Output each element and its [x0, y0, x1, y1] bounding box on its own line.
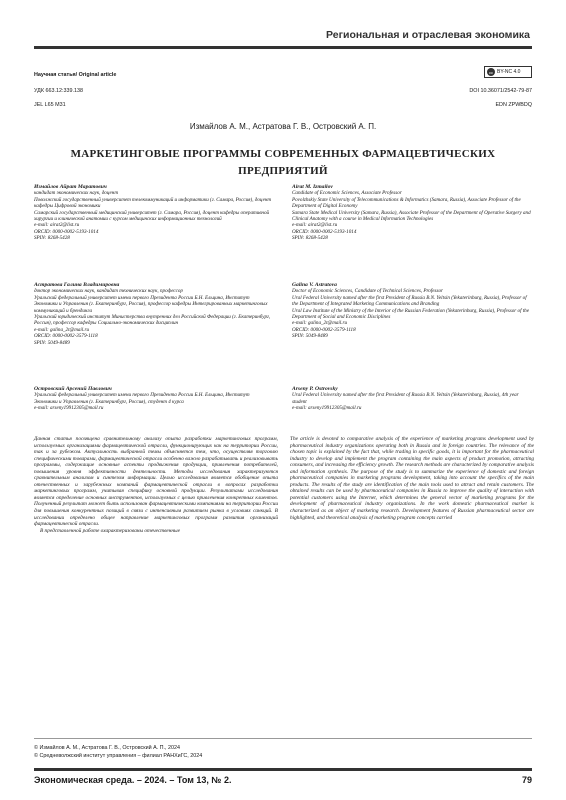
author-line: SPIN: 5049-8489 [34, 339, 70, 346]
udk: УДК 663.12:339.138 [34, 88, 83, 94]
abstract-ru-text: Данная статья посвящена сравнительному анализу опыта разработки маркетинговых программ, используемых организациями фармацевтической отрасли, функционирующих как на территории России, так и за рубежом. Актуальность выбранной темы объясняется тем, что, осуществляя торговлю специфическими товарами, фармацевтической отрасли особенно важно разрабатывать и реализовывать программы, содержащие основные аспекты продвижения продукции, привлечения потребителей, повышения уровня эффективности деятельности. Методы исследования характеризуются сравнительным анализом и синтезом информации. Целью исследования является обобщение опыта отечественных и зарубежных компаний фармацевтической отрасли в вопросах разработки маркетинговых программ, учитывая специфику основной продукции. Результатами исследования является определение основных инструментов, используемых с целью привлечения конкретных клиентов. Полученный результат может быть использован фармацевтическими компаниями на территории России для повышения конкурентных позиций в связи с интенсивным развитием рынка в условиях санкций. В исследовании определено общее направление маркетинговых программ развития организаций фармацевтической отрасли. [34, 436, 278, 528]
author-name: Arseny P. Ostrovsky [292, 386, 338, 392]
article-type: Научная статья/ Original article [34, 72, 117, 78]
abstract-ru-tail: В представленной работе охарактеризованы отечественные [40, 527, 180, 534]
edn: EDN ZPWBDQ [495, 102, 532, 108]
author-name: Измайлов Айрат Маратович [34, 184, 107, 190]
author-line: Ural Federal University named after the first President of Russia B.N. Yeltsin (Yekaterinburg, Russia), Professor of the Department of Integrated Marketing Communications and Branding [292, 294, 527, 308]
journal-issue: Экономическая среда. – 2024. – Том 13, № 2. [34, 775, 232, 785]
jel: JEL L65 M31 [34, 102, 66, 108]
author-line: Samara State Medical University (Samara, Russia), Associate Professor of the Department of Operative Surgery and Clinical Anatomy with a course in Medical Information Technologies [292, 209, 531, 223]
cc-icon: cc [489, 69, 493, 75]
abstract-en-text: The article is devoted to comparative analysis of the experience of marketing programs development used by pharmaceutical industry organizations operating both in Russia and in foreign countries. The relevance of the chosen topic is explained by the fact that, while trading in specific goods, it is important for the pharmaceutical industry to develop and implement the program containing the main aspects of product promotion, attracting consumers, and increasing the efficiency growth. The research methods are characterized by comparative analysis and information synthesis. The purpose of the study is to summarize the experience of domestic and foreign pharmaceutical companies in marketing programs development, taking into account the specifics of the main products. The results of the study are identification of the main tools used to attract and retain customers. The obtained results can be used by pharmaceutical companies in Russia to improve the quality of interaction with potential customers using the Internet, which determines the general vector of marketing programs for the development of pharmaceutical industry organizations. In the work domestic pharmaceutical market is characterized as an object of marketing research. Development features of Russian pharmaceutical sector are highlighted, and theoretical analysis of marketing program concepts carried [290, 436, 534, 521]
cc-license-badge [484, 66, 532, 78]
license-label: BY-NC 4.0 [497, 69, 521, 75]
author-en-3 [292, 386, 532, 412]
author-line: ORCID: 0000-0002-5193-1014 [292, 228, 357, 235]
author-line: Candidate of Economic Sciences, Associate Professor [292, 190, 402, 197]
author-line: Doctor of Economic Sciences, Candidate of Technical Sciences, Professor [292, 288, 443, 295]
doi: DOI 10.36071/2542-79-87 [469, 88, 532, 94]
author-line: Уральский юридический институт Министерства внутренних дел Российской Федерации (г. Екатеринбург, Россия), профессор кафедры Социально-экономических дисциплин [34, 314, 271, 327]
author-name: Островский Арсений Павлович [34, 386, 112, 392]
copyright-institute: © Средневолжский институт управления – филиал РАНХиГС, 2024 [34, 753, 203, 759]
author-line: SPIN: 8268-5428 [34, 235, 70, 242]
author-line: Уральский федеральный университет имени первого Президента России Б.Н. Ельцина, Институт Экономики и Управления (г. Екатеринбург, Россия), профессор кафедры Интегрированных маркетинговых коммуникаций и брендинга [34, 294, 268, 314]
author-line: e-mail: airat2@list.ru [292, 222, 338, 229]
section-title: Региональная и отраслевая экономика [326, 29, 530, 41]
author-ru-3 [34, 386, 274, 412]
abstract-ru [34, 436, 278, 534]
author-line: ORCID: 0000-0002-5193-1014 [34, 228, 99, 235]
author-line: Самарский государственный медицинский университет (г. Самара, Россия), доцент кафедры оперативной хирургии и клинической анатомии с курсом медицинских информационных технологий [34, 209, 270, 223]
article-title: МАРКЕТИНГОВЫЕ ПРОГРАММЫ СОВРЕМЕННЫХ ФАРМАЦЕВТИЧЕСКИХ ПРЕДПРИЯТИЙ [70, 148, 496, 177]
author-line: SPIN: 8268-5428 [292, 235, 328, 242]
author-name: Galina V. Astratova [292, 282, 337, 288]
author-line: кандидат экономических наук, доцент [34, 190, 118, 197]
copyright-block [34, 744, 202, 760]
page-number: 79 [521, 775, 532, 785]
author-ru-1 [34, 184, 274, 242]
author-en-2 [292, 282, 532, 340]
running-footer [34, 768, 532, 787]
author-en-1 [292, 184, 532, 242]
authors-line: Измайлов А. М., Астратова Г. В., Островский А. П. [189, 122, 377, 131]
author-line: Уральский федеральный университет имени первого Президента России Б.Н. Ельцина, Институт Экономики и Управления (г. Екатеринбург, Россия), студент 4 курса [34, 392, 250, 405]
author-line: ORCID: 0000-0002-3579-1118 [292, 326, 356, 333]
author-line: SPIN: 5049-8489 [292, 333, 328, 340]
author-line: e-mail: galina_2t@mail.ru [34, 326, 90, 333]
author-line: e-mail: arseny19912305@mail.ru [292, 405, 362, 412]
author-line: доктор экономических наук, кандидат технических наук, профессор [34, 288, 183, 295]
author-line: Povolzhskiy State University of Telecommunications & Informatics (Samara, Russia), Associate Professor of the Department of Digital Economy [292, 196, 521, 210]
author-name: Airat M. Izmailov [292, 184, 333, 190]
author-line: e-mail: airat2@list.ru [34, 222, 80, 229]
author-line: Поволжский государственный университет телекоммуникаций и информатики (г. Самара, Россия), доцент кафедры Цифровой экономики [34, 196, 272, 210]
author-line: e-mail: galina_2t@mail.ru [292, 320, 348, 327]
author-ru-2 [34, 282, 274, 346]
author-line: e-mail: arseny19912305@mail.ru [34, 405, 104, 412]
footnote-divider [34, 738, 532, 739]
copyright-authors: © Измайлов А. М., Астратова Г. В., Островский А. П., 2024 [34, 745, 181, 751]
author-line: Ural Law Institute of the Ministry of the Interior of the Russian Federation (Yekaterinburg, Russia), Professor of the Department of Social and Economic Disciplines [292, 307, 529, 321]
author-name: Астратова Галина Владимировна [34, 282, 120, 288]
author-line: ORCID: 0000-0002-3579-1118 [34, 333, 98, 340]
abstract-en [290, 436, 534, 521]
running-header [34, 28, 532, 49]
author-line: Ural Federal University named after the first President of Russia B.N. Yeltsin (Yekaterinburg, Russia), 4th year student [292, 392, 519, 405]
